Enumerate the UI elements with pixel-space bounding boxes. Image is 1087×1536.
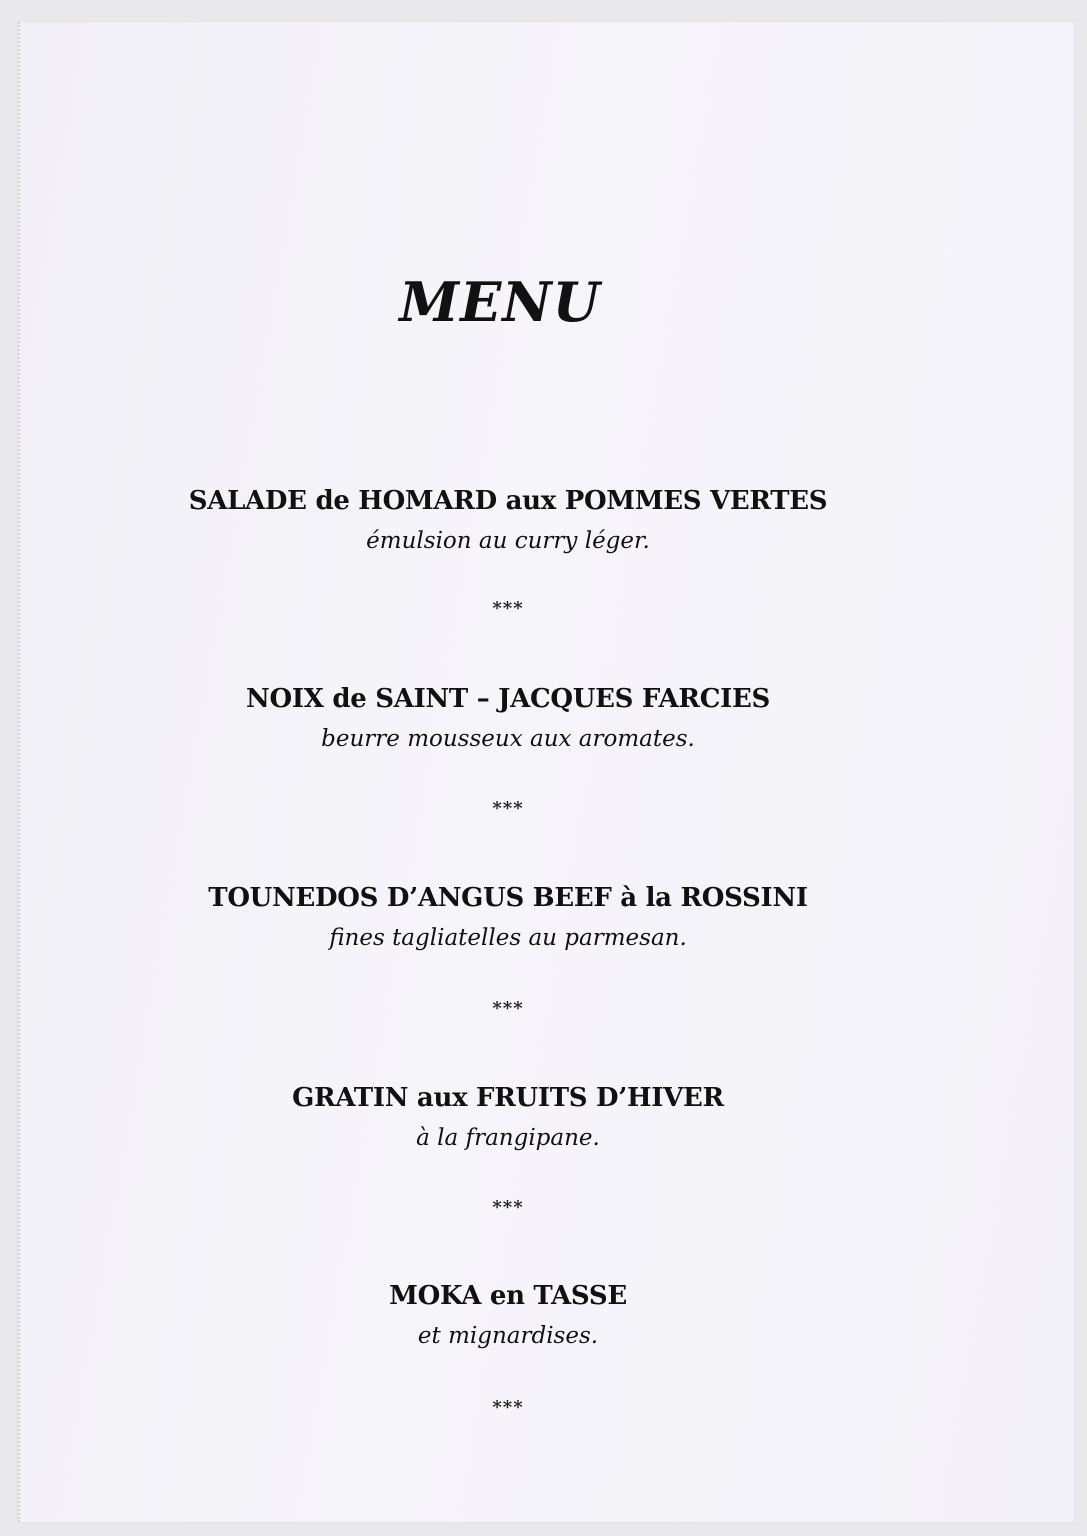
dish-name: GRATIN aux FRUITS D’HIVER	[292, 1083, 724, 1113]
dish-description: à la frangipane.	[416, 1125, 600, 1151]
dish-name: NOIX de SAINT – JACQUES FARCIES	[246, 684, 770, 714]
dish-description: beurre mousseux aux aromates.	[321, 726, 695, 752]
course-separator: ***	[492, 798, 524, 819]
menu-card	[18, 22, 1074, 1522]
course-1	[20, 484, 996, 556]
course-3	[20, 881, 996, 953]
dish-description: fines tagliatelles au parmesan.	[329, 925, 687, 951]
course-separator: ***	[492, 1397, 524, 1418]
menu-title: MENU	[399, 270, 601, 334]
course-2	[20, 682, 996, 754]
course-5	[20, 1279, 996, 1351]
course-separator: ***	[492, 998, 524, 1019]
course-separator: ***	[492, 1197, 524, 1218]
dish-name: TOUNEDOS D’ANGUS BEEF à la ROSSINI	[208, 883, 808, 913]
course-4	[20, 1081, 996, 1153]
dish-description: émulsion au curry léger.	[366, 528, 650, 554]
dish-description: et mignardises.	[417, 1323, 599, 1349]
dish-name: MOKA en TASSE	[389, 1281, 627, 1311]
dish-name: SALADE de HOMARD aux POMMES VERTES	[188, 486, 828, 516]
course-separator: ***	[492, 598, 524, 619]
